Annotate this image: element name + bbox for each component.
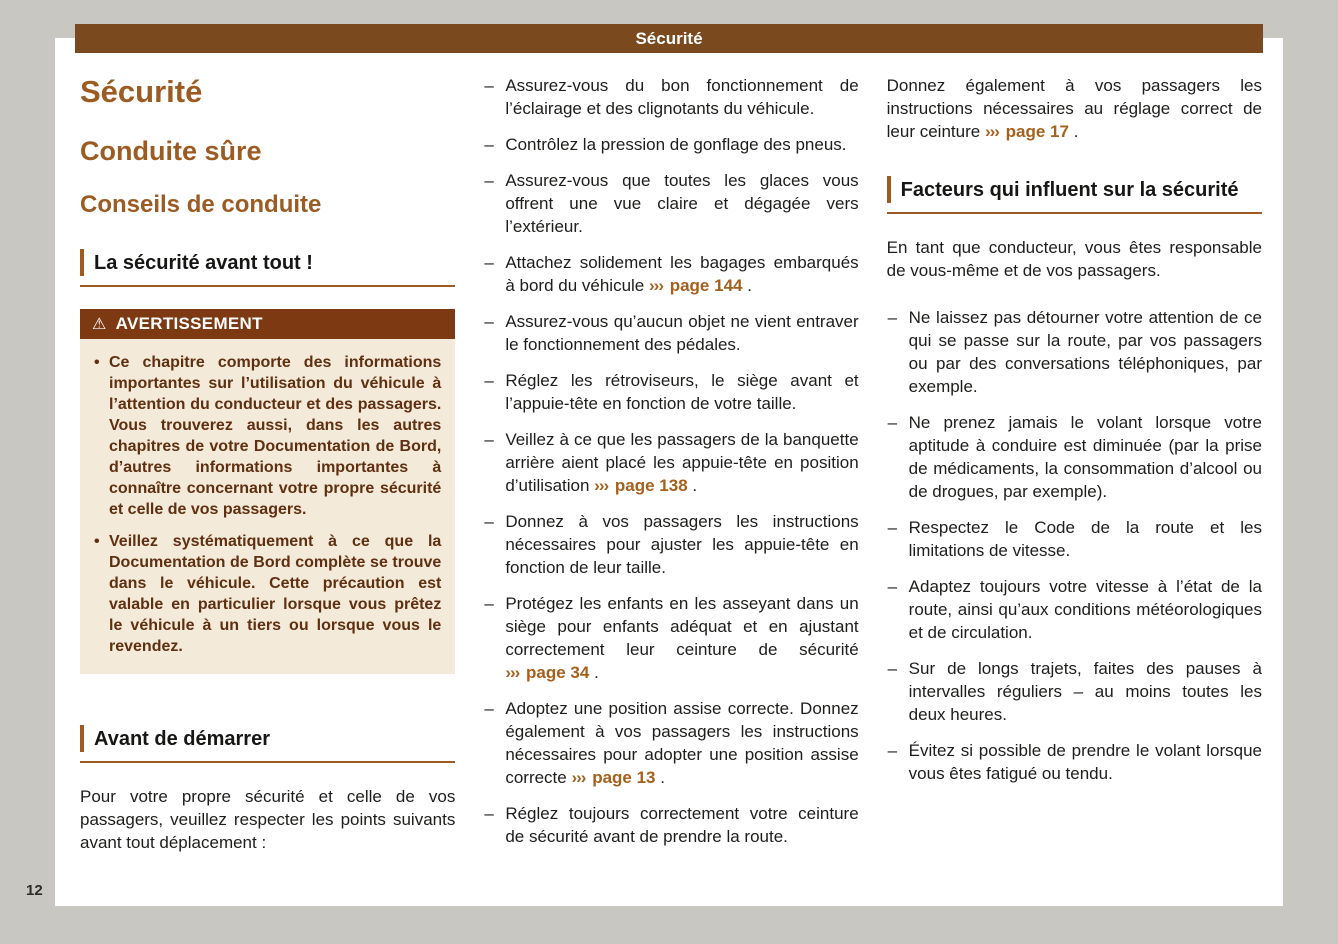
list-item-text: Protégez les enfants en les asseyant dans un siège pour enfants adéquat et en ajustant correctement leur ceinture de sécurité ››› page 34 . bbox=[505, 594, 859, 682]
chapter-header-title: Sécurité bbox=[635, 28, 703, 48]
chapter-title: Sécurité bbox=[80, 74, 203, 109]
page-reference-link[interactable]: ››› page 138 bbox=[594, 476, 688, 495]
dash-icon: – bbox=[484, 430, 494, 449]
dash-icon: – bbox=[484, 804, 494, 823]
list-item-text: Contrôlez la pression de gonflage des pneus. bbox=[505, 135, 847, 154]
dash-icon: – bbox=[887, 577, 898, 596]
column-middle bbox=[483, 74, 858, 861]
pre-drive-checklist bbox=[483, 74, 858, 848]
list-item bbox=[483, 510, 858, 579]
list-item-text: Réglez les rétroviseurs, le siège avant et l’appuie-tête en fonction de votre taille. bbox=[505, 371, 859, 413]
list-item bbox=[483, 169, 858, 238]
list-item bbox=[887, 739, 1262, 785]
subheading-text: La sécurité avant tout ! bbox=[94, 252, 313, 275]
intro-paragraph: Pour votre propre sécurité et celle de vos passagers, veuillez respecter les points suivants avant tout déplacement : bbox=[80, 787, 456, 853]
warning-title: AVERTISSEMENT bbox=[115, 314, 263, 334]
column-right bbox=[887, 74, 1262, 798]
dash-icon: – bbox=[484, 135, 494, 154]
page-reference-link[interactable]: ››› page 13 bbox=[571, 768, 656, 787]
page-number: 12 bbox=[26, 882, 43, 899]
list-item bbox=[483, 697, 858, 789]
dash-icon: – bbox=[484, 171, 494, 190]
list-item bbox=[94, 531, 441, 657]
page-reference-link[interactable]: ››› page 34 bbox=[505, 663, 590, 682]
dash-icon: – bbox=[484, 76, 494, 95]
dash-icon: – bbox=[887, 741, 898, 760]
list-item bbox=[483, 310, 858, 356]
page-reference-link[interactable]: ››› page 17 bbox=[984, 122, 1069, 141]
subheading-la-securite-avant-tout bbox=[80, 248, 455, 287]
subheading-text: Facteurs qui influent sur la sécurité bbox=[900, 179, 1239, 201]
list-item bbox=[887, 575, 1262, 644]
list-item bbox=[887, 657, 1262, 726]
warning-box bbox=[80, 309, 455, 674]
list-item-text: Adaptez toujours votre vitesse à l’état de la route, ainsi qu’aux conditions météorologiques et de circulation. bbox=[908, 577, 1262, 642]
subheading-text: Avant de démarrer bbox=[94, 728, 270, 751]
list-item bbox=[483, 802, 858, 848]
chapter-header-bar bbox=[75, 24, 1263, 53]
bullet-icon: • bbox=[94, 354, 100, 372]
list-item bbox=[483, 133, 858, 156]
list-item bbox=[94, 352, 441, 520]
list-item-text: Ce chapitre comporte des informations importantes sur l’utilisation du véhicule à l’attention du conducteur et des passagers. Vous trouverez aussi, dans les autres chapitres de votre Documentation de Bord, d’autres informations importantes à connaître concernant votre propre sécurité et celle de vos passagers. bbox=[109, 354, 442, 519]
safety-factors-list bbox=[887, 306, 1262, 785]
list-item-text: Évitez si possible de prendre le volant lorsque vous êtes fatigué ou tendu. bbox=[908, 741, 1262, 783]
list-item-text: Adoptez une position assise correcte. Donnez également à vos passagers les instructions nécessaires pour adopter une position assise correcte ››› page 13 . bbox=[505, 699, 859, 787]
list-item bbox=[483, 74, 858, 120]
warning-body bbox=[80, 339, 455, 674]
dash-icon: – bbox=[484, 594, 494, 613]
dash-icon: – bbox=[887, 413, 898, 432]
list-item-text: Sur de longs trajets, faites des pauses à intervalles réguliers – au moins toutes les deux heures. bbox=[908, 659, 1262, 724]
dash-icon: – bbox=[484, 371, 494, 390]
page-content bbox=[80, 74, 1262, 878]
list-item-text: Assurez-vous du bon fonctionnement de l’éclairage et des clignotants du véhicule. bbox=[505, 76, 859, 118]
list-item-text: Donnez à vos passagers les instructions nécessaires pour ajuster les appuie-tête en fonction de leur taille. bbox=[505, 512, 859, 577]
triple-chevron-icon: ››› bbox=[984, 122, 999, 141]
triple-chevron-icon: ››› bbox=[505, 663, 520, 682]
list-item-text: Veillez à ce que les passagers de la banquette arrière aient placé les appuie-tête en position d’utilisation ››› page 138 . bbox=[505, 430, 859, 495]
list-item bbox=[887, 411, 1262, 503]
list-item-text: Assurez-vous qu’aucun objet ne vient entraver le fonctionnement des pédales. bbox=[505, 312, 859, 354]
triple-chevron-icon: ››› bbox=[594, 476, 609, 495]
list-item bbox=[887, 306, 1262, 398]
subheading-facteurs-securite bbox=[887, 175, 1262, 214]
triple-chevron-icon: ››› bbox=[571, 768, 586, 787]
list-item-text: Ne prenez jamais le volant lorsque votre aptitude à conduire est diminuée (par la prise de médicaments, la consommation d’alcool ou de drogues, par exemple). bbox=[908, 413, 1262, 501]
list-item-text: Veillez systématiquement à ce que la Documentation de Bord complète se trouve dans le véhicule. Cette précaution est valable en particulier lorsque vous prêtez le véhicule à un tiers ou lorsque vous le revendez. bbox=[109, 533, 442, 656]
list-item bbox=[483, 251, 858, 297]
dash-icon: – bbox=[484, 699, 494, 718]
heading-conduite-sure: Conduite sûre bbox=[80, 135, 262, 166]
list-item-text: Respectez le Code de la route et les limitations de vitesse. bbox=[908, 518, 1262, 560]
list-item bbox=[483, 592, 858, 684]
dash-icon: – bbox=[887, 518, 898, 537]
dash-icon: – bbox=[484, 253, 494, 272]
bullet-icon: • bbox=[94, 533, 100, 551]
subheading-avant-de-demarrer bbox=[80, 724, 455, 763]
continuation-paragraph: Donnez également à vos passagers les instructions nécessaires au réglage correct de leur ceinture ››› page 17 . bbox=[886, 76, 1262, 141]
list-item-text: Assurez-vous que toutes les glaces vous offrent une vue claire et dégagée vers l’extérieur. bbox=[505, 171, 859, 236]
list-item bbox=[887, 516, 1262, 562]
list-item-text: Ne laissez pas détourner votre attention de ce qui se passe sur la route, par vos passagers ou par des conversations téléphoniques, par exemple. bbox=[908, 308, 1262, 396]
dash-icon: – bbox=[887, 308, 898, 327]
list-item bbox=[483, 428, 858, 497]
list-item-text: Attachez solidement les bagages embarqués à bord du véhicule ››› page 144 . bbox=[505, 253, 859, 295]
lead-paragraph: En tant que conducteur, vous êtes responsable de vous-même et de vos passagers. bbox=[886, 238, 1262, 280]
triple-chevron-icon: ››› bbox=[649, 276, 663, 295]
dash-icon: – bbox=[484, 512, 494, 531]
warning-triangle-icon: ⚠ bbox=[92, 316, 107, 334]
warning-header bbox=[80, 309, 455, 339]
dash-icon: – bbox=[484, 312, 494, 331]
list-item bbox=[483, 369, 858, 415]
list-item-text: Réglez toujours correctement votre ceinture de sécurité avant de prendre la route. bbox=[505, 804, 859, 846]
dash-icon: – bbox=[887, 659, 898, 678]
column-left bbox=[80, 74, 455, 878]
page-reference-link[interactable]: ››› page 144 bbox=[649, 276, 743, 295]
heading-conseils-de-conduite: Conseils de conduite bbox=[80, 190, 322, 218]
